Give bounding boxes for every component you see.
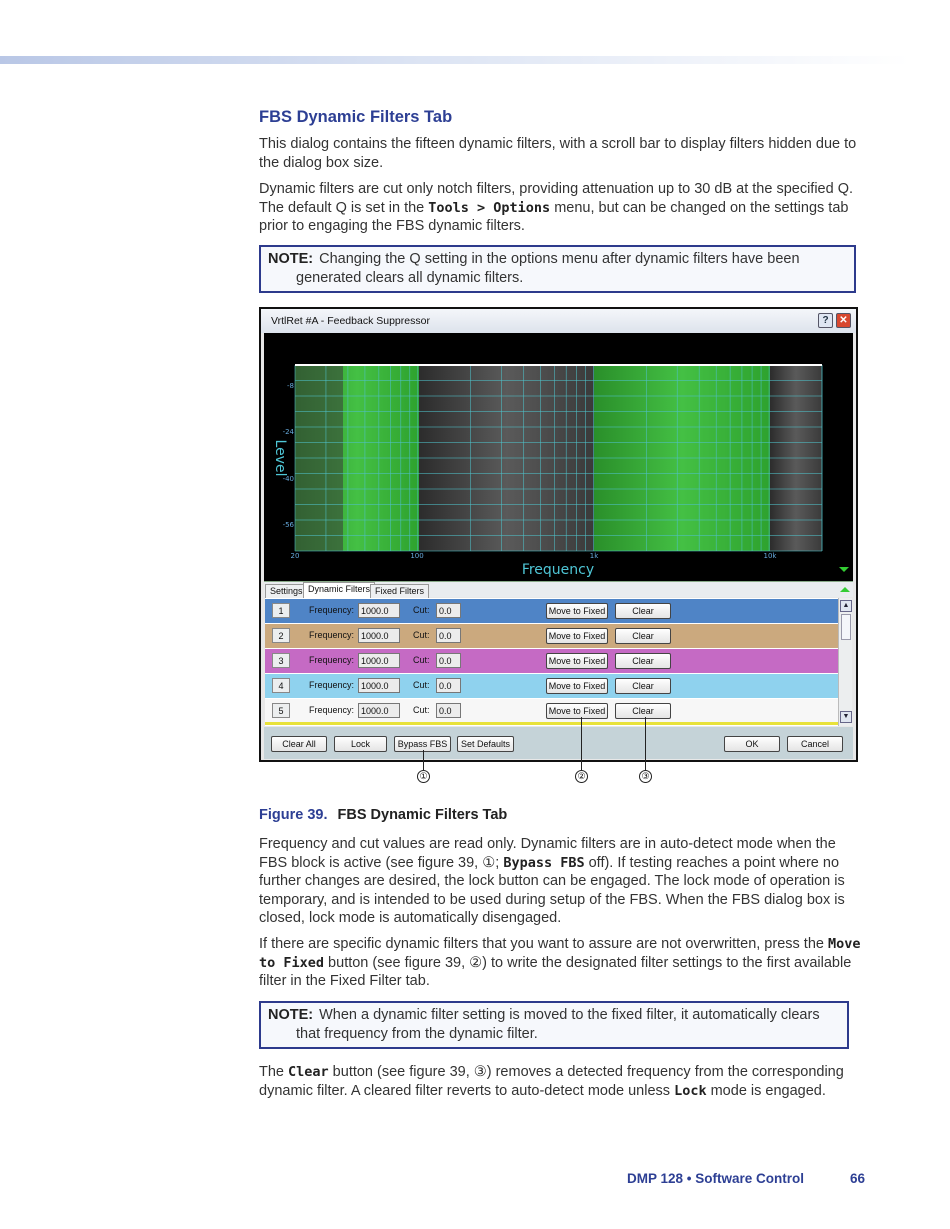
cut-field: 0.0 [436,603,461,618]
close-button[interactable]: ✕ [836,313,851,328]
cancel-button[interactable]: Cancel [787,736,843,752]
paragraph-4 [259,935,864,991]
frequency-field: 1000.0 [358,703,400,718]
cut-field: 0.0 [436,653,461,668]
note-label: NOTE: [268,1007,314,1023]
header-gradient-bar [0,56,910,64]
graph-svg [264,333,853,581]
cut-field: 0.0 [436,703,461,718]
footer-title: DMP 128 • Software Control [627,1171,805,1186]
callout-1: ① [417,770,430,783]
move-to-fixed-button[interactable]: Move to Fixed [546,678,608,694]
frequency-field: 1000.0 [358,653,400,668]
cut-label: Cut: [413,630,430,640]
y-tick: -40 [282,475,294,483]
cut-label: Cut: [413,655,430,665]
callout-ref: ③ [473,1064,487,1080]
note-box-2 [259,1001,849,1049]
cut-field: 0.0 [436,678,461,693]
section-heading: FBS Dynamic Filters Tab [259,108,453,126]
text: menu, but can be changed on the settings tab prior to engaging the FBS dynamic filters. [259,199,849,235]
dialog-button-bar [264,727,853,759]
text: Frequency and cut values are read only. Dynamic filters are in auto-detect mode when the FBS block is active (see figure 39, [259,836,836,871]
cut-label: Cut: [413,680,430,690]
lock-button[interactable]: Lock [334,736,387,752]
filter-number: 2 [272,628,290,643]
scroll-up-icon[interactable]: ▲ [840,600,852,612]
dialog-title: VrtlRet #A - Feedback Suppressor [271,315,430,327]
move-to-fixed-button[interactable]: Move to Fixed [546,628,608,644]
text: If there are specific dynamic filters that you want to assure are not overwritten, press the [259,936,828,952]
expand-arrow-icon[interactable] [839,585,851,593]
y-axis-label: Level [272,439,288,477]
dynamic-filter-list [265,598,838,726]
clear-all-button[interactable]: Clear All [271,736,327,752]
move-to-fixed-button[interactable]: Move to Fixed [546,703,608,719]
frequency-field: 1000.0 [358,678,400,693]
callout-ref: ② [469,954,483,971]
filter-scrollbar[interactable] [838,598,852,726]
x-tick: 100 [410,552,424,560]
clear-button[interactable]: Clear [615,628,671,644]
x-axis-label: Frequency [521,562,595,578]
help-button[interactable]: ? [818,313,833,328]
callout-3: ③ [639,770,652,783]
text: ) to write the designated filter settings to the first available filter in the Fixed Filter tab. [259,954,852,990]
filter-row [265,649,838,673]
cut-label: Cut: [413,605,430,615]
collapse-arrow-icon[interactable] [839,567,849,572]
text: The [259,1064,289,1080]
filter-row [265,599,838,623]
row-6-edge [265,722,838,725]
frequency-label: Frequency: [309,655,355,665]
dialog-title-bar [261,309,856,333]
filter-row [265,624,838,648]
x-tick: 10k [763,552,777,560]
cut-field: 0.0 [436,628,461,643]
note-box [259,245,856,293]
callout-line-3 [645,717,646,770]
ok-button[interactable]: OK [724,736,780,752]
cut-label: Cut: [413,705,430,715]
text: ; [495,854,504,871]
frequency-field: 1000.0 [358,628,400,643]
button-name: Bypass FBS [503,854,585,871]
text: off). If testing reaches a point where no further changes are desired, the lock button can be engaged. The lock mode of operation is temporary, and is intended to be used during setup of the FBS. When the FBS dialog box is closed, lock mode is automatically disengaged. [259,854,845,927]
frequency-field: 1000.0 [358,603,400,618]
y-tick: -24 [282,428,294,436]
clear-button[interactable]: Clear [615,678,671,694]
callout-2: ② [575,770,588,783]
text: button (see figure 39, [328,1064,474,1080]
move-to-fixed-button[interactable]: Move to Fixed [546,653,608,669]
y-tick: -56 [282,521,294,529]
filter-row [265,699,838,723]
filter-row [265,674,838,698]
paragraph-3 [259,835,864,928]
move-to-fixed-button[interactable]: Move to Fixed [546,603,608,619]
x-tick: 1k [589,552,599,560]
figure-title: FBS Dynamic Filters Tab [337,807,508,823]
x-tick: 20 [290,552,300,560]
frequency-label: Frequency: [309,705,355,715]
tab-settings[interactable]: Settings [265,584,308,598]
note-label: NOTE: [268,251,314,267]
text: button (see figure 39, [324,954,470,971]
paragraph-2 [259,180,864,236]
note-text: When a dynamic filter setting is moved to the fixed filter, it automatically clears that frequency from the dynamic filter. [296,1007,820,1042]
clear-button[interactable]: Clear [615,603,671,619]
button-name: Lock [674,1082,707,1099]
paragraph-5 [259,1063,864,1100]
frequency-graph [264,333,853,581]
button-name: Clear [288,1064,329,1080]
filter-number: 5 [272,703,290,718]
button-name: Move to Fixed [259,936,861,971]
filter-number: 1 [272,603,290,618]
callout-line-1 [423,750,424,770]
feedback-suppressor-dialog [259,307,858,762]
scroll-down-icon[interactable]: ▼ [840,711,852,723]
figure-caption [259,807,507,823]
set-defaults-button[interactable]: Set Defaults [457,736,514,752]
filter-number: 3 [272,653,290,668]
filter-tabs [264,581,853,597]
figure-number: Figure 39. [259,807,328,823]
callout-ref: ① [482,854,496,871]
clear-button[interactable]: Clear [615,703,671,719]
clear-button[interactable]: Clear [615,653,671,669]
text: Dynamic filters are cut only notch filters, providing attenuation up to 30 dB at the specified Q. The default Q is set in the [259,181,854,216]
y-tick: -8 [287,382,294,390]
tab-dynamic-filters[interactable]: Dynamic Filters [303,582,375,598]
menu-path: Tools > Options [428,199,551,216]
page-number: 66 [850,1171,866,1186]
bypass-fbs-button[interactable]: Bypass FBS [394,736,451,752]
text: mode is engaged. [706,1082,826,1099]
callout-line-2 [581,717,582,770]
scroll-thumb[interactable] [841,614,851,640]
tab-fixed-filters[interactable]: Fixed Filters [370,584,429,598]
frequency-label: Frequency: [309,680,355,690]
frequency-label: Frequency: [309,605,355,615]
filter-number: 4 [272,678,290,693]
note-text: Changing the Q setting in the options menu after dynamic filters have been generated clears all dynamic filters. [296,251,800,286]
frequency-label: Frequency: [309,630,355,640]
paragraph-1: This dialog contains the fifteen dynamic filters, with a scroll bar to display filters hidden due to the dialog box size. [259,136,857,171]
text: ) removes a detected frequency from the corresponding dynamic filter. A cleared filter reverts to auto-detect mode unless [259,1064,844,1099]
